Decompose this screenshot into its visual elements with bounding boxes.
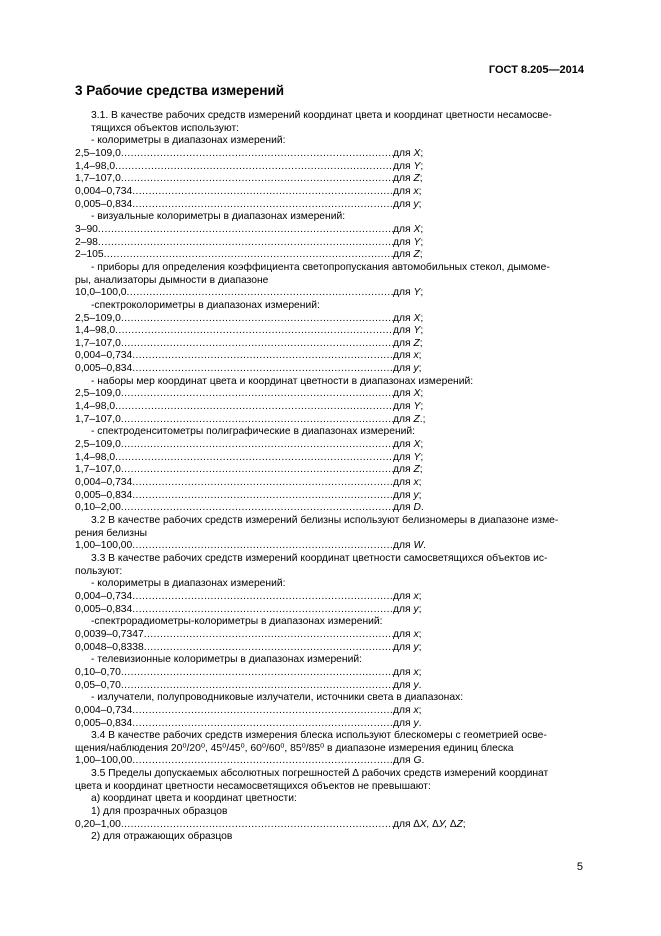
- range-value: 0,005–0,834: [75, 198, 133, 210]
- range-quantity: [393, 363, 586, 376]
- range-row: [75, 173, 586, 186]
- range-prefix: для: [393, 717, 414, 729]
- range-row: [75, 718, 586, 731]
- range-value: 2–105: [75, 249, 104, 261]
- range-prefix: для: [393, 337, 414, 349]
- range-prefix: для: [393, 641, 414, 653]
- quantity-symbol: Z: [413, 249, 420, 261]
- list-title: - визуальные колориметры в диапазонах измерений:: [91, 211, 346, 223]
- range-prefix: для: [393, 147, 414, 159]
- quantity-symbol: y: [413, 717, 419, 729]
- range-value: 0,005–0,834: [75, 363, 133, 375]
- range-quantity: [393, 401, 586, 414]
- range-prefix: для: [393, 350, 414, 362]
- range-row: [75, 224, 586, 237]
- range-value: 0,004–0,734: [75, 590, 133, 602]
- range-suffix: ;: [418, 590, 422, 602]
- range-row: [75, 642, 586, 655]
- range-value: 1,7–107,0: [75, 413, 121, 425]
- range-row: [75, 414, 586, 427]
- quantity-symbol: ∆X, ∆У, ∆Z: [413, 818, 463, 830]
- quantity-symbol: Z: [413, 464, 420, 476]
- range-value: 1,7–107,0: [75, 173, 121, 185]
- range-prefix: для: [393, 198, 414, 210]
- range-suffix: ;: [420, 147, 424, 159]
- quantity-symbol: y: [413, 641, 419, 653]
- range-row: [75, 237, 586, 250]
- range-list: [75, 819, 586, 832]
- range-quantity: [393, 819, 586, 832]
- range-prefix: для: [393, 249, 414, 261]
- paragraph-line: 3.1. В качестве рабочих средств измерений координат цвета и координат цветности несамосве-: [91, 110, 552, 121]
- dot-leader: [121, 173, 393, 186]
- range-value: 0,005–0,834: [75, 603, 133, 615]
- range-list: [75, 287, 586, 300]
- range-quantity: [393, 325, 586, 338]
- subitem: а) координат цвета и координат цветности:: [91, 793, 297, 805]
- range-suffix: ;: [462, 818, 466, 830]
- range-row: [75, 388, 586, 401]
- range-suffix: ;: [420, 388, 424, 400]
- quantity-symbol: x: [413, 704, 419, 716]
- quantity-symbol: X: [413, 147, 421, 159]
- dot-leader: [121, 680, 393, 693]
- range-row: [75, 350, 586, 363]
- list-title: -спектроколориметры в диапазонах измерений:: [91, 299, 320, 311]
- range-suffix: ;: [420, 287, 424, 299]
- range-prefix: для: [393, 464, 414, 476]
- range-value: 1,4–98,0: [75, 160, 116, 172]
- range-value: 0,05–0,70: [75, 679, 121, 691]
- range-prefix: для: [393, 704, 414, 716]
- range-suffix: .: [423, 540, 427, 552]
- range-row: [75, 249, 586, 262]
- range-value: 1,4–98,0: [75, 401, 116, 413]
- range-suffix: ;: [418, 185, 422, 197]
- range-suffix: ;: [420, 439, 424, 451]
- range-value: 0,005–0,834: [75, 717, 133, 729]
- range-row: [75, 363, 586, 376]
- dot-leader: [132, 705, 393, 718]
- quantity-symbol: X: [413, 439, 421, 451]
- quantity-symbol: y: [413, 603, 419, 615]
- dot-leader: [121, 502, 393, 515]
- dot-leader: [121, 338, 393, 351]
- range-row: [75, 313, 586, 326]
- dot-leader: [132, 718, 393, 731]
- range-quantity: [393, 350, 586, 363]
- quantity-symbol: x: [413, 628, 419, 640]
- range-row: [75, 591, 586, 604]
- range-quantity: [393, 148, 586, 161]
- range-list: [75, 439, 586, 515]
- range-suffix: ;: [419, 337, 423, 349]
- dot-leader: [121, 819, 393, 832]
- range-value: 0,10–0,70: [75, 666, 121, 678]
- paragraph-3-1: [75, 110, 586, 135]
- dot-leader: [132, 540, 393, 553]
- range-suffix: ;: [418, 666, 422, 678]
- range-value: 2–98: [75, 236, 98, 248]
- list-title: - колориметры в диапазонах измерений:: [91, 578, 286, 590]
- range-quantity: [393, 161, 586, 174]
- range-quantity: [393, 414, 586, 427]
- dot-leader: [132, 755, 393, 768]
- dot-leader: [144, 642, 393, 655]
- range-row: [75, 148, 586, 161]
- range-value: 1,7–107,0: [75, 337, 121, 349]
- range-value: 2,5–109,0: [75, 439, 121, 451]
- range-value: 1,4–98,0: [75, 325, 116, 337]
- range-prefix: для: [393, 325, 414, 337]
- range-row: [75, 199, 586, 212]
- range-value: 3–90: [75, 223, 98, 235]
- range-quantity: [393, 388, 586, 401]
- range-prefix: для: [393, 363, 414, 375]
- quantity-symbol: D: [413, 502, 421, 514]
- range-suffix: ;: [418, 641, 422, 653]
- range-value: 1,00–100,00: [75, 755, 133, 767]
- quantity-symbol: y: [413, 363, 419, 375]
- range-suffix: .;: [419, 413, 426, 425]
- range-row: [75, 502, 586, 515]
- paragraph-line: 3.4 В качестве рабочих средств измерения блеска используют блескомеры с геометрией осве-: [91, 730, 547, 742]
- range-prefix: для: [393, 451, 414, 463]
- range-value: 0,20–1,00: [75, 818, 121, 830]
- range-suffix: ;: [418, 489, 422, 501]
- range-prefix: для: [393, 755, 414, 767]
- range-quantity: [393, 680, 586, 693]
- range-prefix: для: [393, 628, 414, 640]
- range-suffix: ;: [418, 477, 422, 489]
- range-suffix: ;: [420, 312, 424, 324]
- range-row: [75, 325, 586, 338]
- range-value: 0,0048–0,8338: [75, 641, 144, 653]
- range-row: [75, 755, 586, 768]
- list-title: - спектроденситометры полиграфические в диапазонах измерений:: [91, 426, 416, 438]
- quantity-symbol: Y: [413, 451, 421, 463]
- quantity-symbol: x: [413, 666, 419, 678]
- range-quantity: [393, 224, 586, 237]
- range-prefix: для: [393, 590, 414, 602]
- range-quantity: [393, 464, 586, 477]
- range-suffix: ;: [418, 350, 422, 362]
- dot-leader: [132, 604, 393, 617]
- range-prefix: для: [393, 477, 414, 489]
- quantity-symbol: y: [413, 679, 419, 691]
- range-list: [75, 629, 586, 654]
- range-row: [75, 186, 586, 199]
- range-list: [75, 313, 586, 376]
- range-quantity: [393, 540, 586, 553]
- range-quantity: [393, 338, 586, 351]
- range-row: [75, 477, 586, 490]
- dot-leader: [144, 629, 393, 642]
- range-quantity: [393, 490, 586, 503]
- quantity-symbol: Z: [413, 173, 420, 185]
- quantity-symbol: x: [413, 477, 419, 489]
- standard-number: ГОСТ 8.205—2014: [488, 64, 584, 76]
- range-prefix: для: [393, 401, 414, 413]
- range-suffix: .: [420, 502, 424, 514]
- paragraph-line: пользуют:: [75, 565, 123, 577]
- range-prefix: для: [393, 439, 414, 451]
- dot-leader: [132, 350, 393, 363]
- range-prefix: для: [393, 312, 414, 324]
- dot-leader: [132, 186, 393, 199]
- list-title: - излучатели, полупроводниковые излучатели, источники света в диапазонах:: [91, 692, 464, 704]
- range-suffix: ;: [419, 173, 423, 185]
- range-value: 0,004–0,734: [75, 350, 133, 362]
- quantity-symbol: Y: [413, 236, 421, 248]
- range-list: [75, 591, 586, 616]
- quantity-symbol: X: [413, 312, 421, 324]
- range-quantity: [393, 199, 586, 212]
- paragraph-line: щения/наблюдения 20⁰/20⁰, 45⁰/45⁰, 60⁰/60⁰, 85⁰/85⁰ в диапазоне измерения единиц блеска: [75, 742, 514, 754]
- list-title: -спектрорадиометры-колориметры в диапазонах измерений:: [91, 616, 383, 628]
- range-suffix: ;: [420, 451, 424, 463]
- range-suffix: ;: [418, 363, 422, 375]
- range-row: [75, 819, 586, 832]
- range-quantity: [393, 452, 586, 465]
- range-quantity: [393, 313, 586, 326]
- range-value: 0,004–0,734: [75, 477, 133, 489]
- range-prefix: для: [393, 173, 414, 185]
- paragraph-line: - приборы для определения коэффициента светопропускания автомобильных стекол, дымоме-: [91, 261, 550, 273]
- list-title: - наборы мер координат цвета и координат цветности в диапазонах измерений:: [91, 375, 474, 387]
- paragraph-line: рения белизны: [75, 527, 148, 539]
- range-row: [75, 705, 586, 718]
- range-prefix: для: [393, 540, 414, 552]
- range-quantity: [393, 477, 586, 490]
- range-value: 1,00–100,00: [75, 540, 133, 552]
- dot-leader: [121, 667, 393, 680]
- range-quantity: [393, 718, 586, 731]
- quantity-symbol: Z: [413, 337, 420, 349]
- range-quantity: [393, 249, 586, 262]
- range-value: 0,004–0,734: [75, 185, 133, 197]
- range-quantity: [393, 237, 586, 250]
- range-quantity: [393, 604, 586, 617]
- dot-leader: [115, 452, 393, 465]
- range-row: [75, 401, 586, 414]
- dot-leader: [132, 490, 393, 503]
- range-value: 2,5–109,0: [75, 147, 121, 159]
- range-row: [75, 540, 586, 553]
- range-suffix: ;: [420, 160, 424, 172]
- quantity-symbol: y: [413, 489, 419, 501]
- range-suffix: ;: [420, 236, 424, 248]
- range-suffix: ;: [418, 704, 422, 716]
- range-prefix: для: [393, 818, 414, 830]
- range-value: 0,0039–0,7347: [75, 628, 144, 640]
- range-quantity: [393, 642, 586, 655]
- range-value: 0,004–0,734: [75, 704, 133, 716]
- range-quantity: [393, 502, 586, 515]
- paragraph-line: 3.5 Пределы допускаемых абсолютных погрешностей ∆ рабочих средств измерений координат: [91, 768, 549, 780]
- range-value: 10,0–100,0: [75, 287, 127, 299]
- quantity-symbol: X: [413, 223, 421, 235]
- range-row: [75, 439, 586, 452]
- range-suffix: ;: [419, 249, 423, 261]
- range-list: [75, 705, 586, 730]
- range-prefix: для: [393, 287, 414, 299]
- paragraph-line: 3.3 В качестве рабочих средств измерений координат цветности самосветящихся объектов ис-: [91, 552, 548, 564]
- range-row: [75, 680, 586, 693]
- dot-leader: [115, 161, 393, 174]
- range-prefix: для: [393, 502, 414, 514]
- range-list: [75, 148, 586, 211]
- range-suffix: ;: [418, 603, 422, 615]
- range-prefix: для: [393, 413, 414, 425]
- range-row: [75, 338, 586, 351]
- range-prefix: для: [393, 185, 414, 197]
- range-suffix: ;: [418, 628, 422, 640]
- quantity-symbol: Z: [413, 413, 420, 425]
- page-number: 5: [576, 861, 583, 873]
- quantity-symbol: Y: [413, 287, 421, 299]
- dot-leader: [98, 237, 393, 250]
- range-row: [75, 604, 586, 617]
- paragraph-line: цвета и координат цветности несамосветящихся объектов не превышают:: [75, 780, 431, 792]
- range-value: 0,005–0,834: [75, 489, 133, 501]
- range-list: [75, 667, 586, 692]
- range-suffix: ;: [418, 198, 422, 210]
- range-suffix: .: [418, 679, 422, 691]
- dot-leader: [121, 388, 393, 401]
- range-row: [75, 629, 586, 642]
- range-prefix: для: [393, 603, 414, 615]
- range-suffix: ;: [420, 325, 424, 337]
- dot-leader: [132, 363, 393, 376]
- dot-leader: [98, 224, 393, 237]
- dot-leader: [121, 313, 393, 326]
- dot-leader: [121, 464, 393, 477]
- subitem: 1) для прозрачных образцов: [91, 806, 228, 818]
- range-row: [75, 490, 586, 503]
- dot-leader: [115, 325, 393, 338]
- range-quantity: [393, 667, 586, 680]
- range-quantity: [393, 705, 586, 718]
- paragraph-line: 3.2 В качестве рабочих средств измерений белизны используют белизномеры в диапазоне изме-: [91, 515, 559, 526]
- range-row: [75, 464, 586, 477]
- quantity-symbol: Y: [413, 401, 421, 413]
- dot-leader: [121, 439, 393, 452]
- range-suffix: .: [421, 755, 425, 767]
- range-value: 1,7–107,0: [75, 464, 121, 476]
- range-prefix: для: [393, 679, 414, 691]
- subitem: 2) для отражающих образцов: [91, 831, 233, 843]
- range-list: [75, 755, 586, 768]
- range-list: [75, 540, 586, 553]
- quantity-symbol: W: [413, 540, 424, 552]
- range-row: [75, 667, 586, 680]
- range-prefix: для: [393, 236, 414, 248]
- range-suffix: ;: [420, 401, 424, 413]
- range-list: [75, 388, 586, 426]
- range-quantity: [393, 287, 586, 300]
- paragraph-line: тящихся объектов используют:: [91, 122, 240, 134]
- range-quantity: [393, 186, 586, 199]
- range-quantity: [393, 629, 586, 642]
- list-title: - колориметры в диапазонах измерений:: [91, 135, 286, 147]
- range-quantity: [393, 439, 586, 452]
- quantity-symbol: X: [413, 388, 421, 400]
- dot-leader: [121, 148, 393, 161]
- range-suffix: ;: [420, 223, 424, 235]
- range-prefix: для: [393, 489, 414, 501]
- dot-leader: [127, 287, 393, 300]
- list-title: - телевизионные колориметры в диапазонах измерений:: [91, 654, 362, 666]
- quantity-symbol: y: [413, 198, 419, 210]
- dot-leader: [121, 414, 393, 427]
- range-row: [75, 161, 586, 174]
- section-title: 3 Рабочие средства измерений: [75, 83, 285, 98]
- range-row: [75, 452, 586, 465]
- range-value: 1,4–98,0: [75, 451, 116, 463]
- range-value: 2,5–109,0: [75, 312, 121, 324]
- dot-leader: [132, 199, 393, 212]
- quantity-symbol: x: [413, 350, 419, 362]
- dot-leader: [104, 249, 393, 262]
- range-value: 2,5–109,0: [75, 388, 121, 400]
- range-quantity: [393, 173, 586, 186]
- range-prefix: для: [393, 223, 414, 235]
- range-list: [75, 224, 586, 262]
- range-suffix: ;: [419, 464, 423, 476]
- range-prefix: для: [393, 666, 414, 678]
- quantity-symbol: x: [413, 590, 419, 602]
- range-prefix: для: [393, 160, 414, 172]
- quantity-symbol: x: [413, 185, 419, 197]
- document-body: [75, 110, 586, 844]
- range-value: 0,10–2,00: [75, 502, 121, 514]
- quantity-symbol: Y: [413, 160, 421, 172]
- paragraph-line: ры, анализаторы дымности в диапазоне: [75, 274, 269, 286]
- range-suffix: .: [418, 717, 422, 729]
- range-row: [75, 287, 586, 300]
- dot-leader: [132, 591, 393, 604]
- quantity-symbol: Y: [413, 325, 421, 337]
- range-quantity: [393, 591, 586, 604]
- quantity-symbol: G: [413, 755, 422, 767]
- range-quantity: [393, 755, 586, 768]
- range-prefix: для: [393, 388, 414, 400]
- dot-leader: [115, 401, 393, 414]
- dot-leader: [132, 477, 393, 490]
